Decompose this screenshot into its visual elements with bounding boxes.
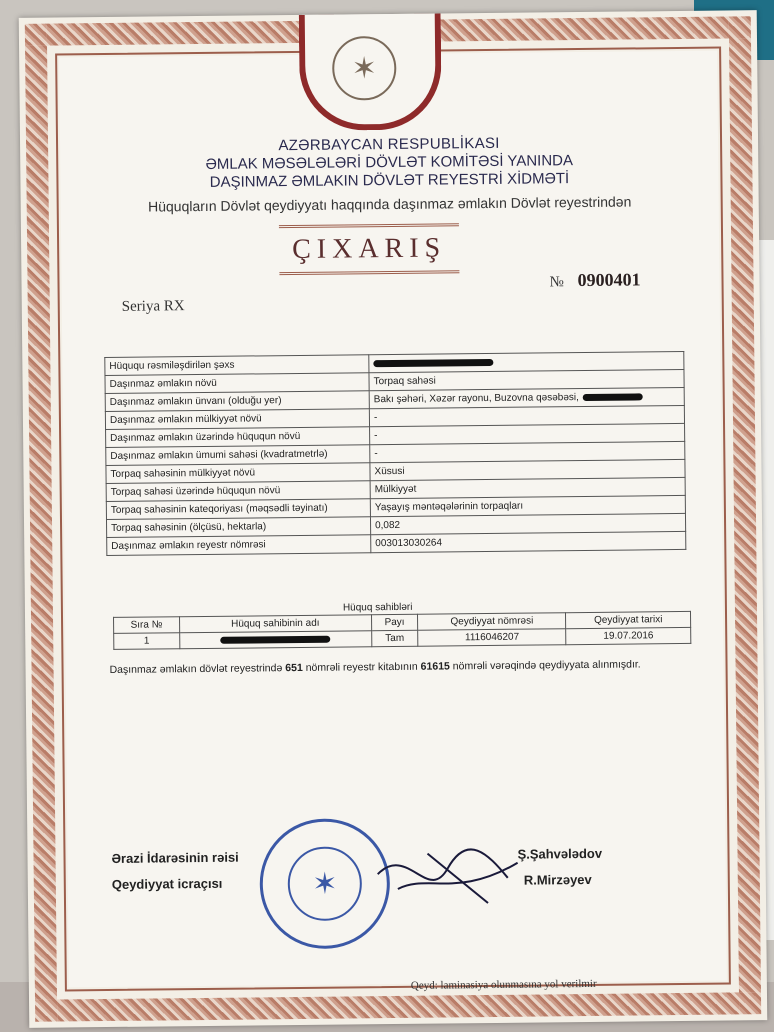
info-value: Bakı şəhəri, Xəzər rayonu, Buzovna qəsəbəsi, [369, 387, 684, 408]
number-label: № [549, 274, 564, 291]
signature-role-1: Ərazi İdarəsinin rəisi [111, 849, 239, 866]
owners-cell: 1 [114, 633, 180, 650]
info-value: Xüsusi [370, 459, 685, 480]
signature-name-1: Ş.Şahvələdov [517, 845, 603, 862]
info-key: Daşınmaz əmlakın ünvanı (olduğu yer) [105, 391, 369, 412]
header-line-2: ƏMLAK MƏSƏLƏLƏRİ DÖVLƏT KOMİTƏSİ YANINDA [205, 152, 574, 173]
registry-note-text-3: nömrəli vərəqində qeydiyyata alınmışdır. [452, 658, 641, 673]
footer-note: Qeyd: laminasiya olunmasına yol verilmir [410, 977, 597, 992]
registry-note-text-2: nömrəli reyestr kitabının [305, 660, 418, 674]
info-value: - [369, 405, 684, 426]
redaction-mark [583, 393, 643, 401]
signature-role-2: Qeydiyyat icraçısı [111, 875, 223, 892]
header-line-3: DAŞINMAZ ƏMLAKIN DÖVLƏT REYESTRİ XİDMƏTİ [209, 170, 570, 191]
owners-cell: 19.07.2016 [566, 627, 691, 644]
document-title: ÇIXARIŞ [279, 223, 460, 275]
owners-header-cell: Hüquq sahibinin adı [179, 615, 371, 633]
owners-cell: 1116046207 [418, 629, 566, 647]
owners-title: Hüquq sahibləri [342, 601, 413, 614]
handwritten-signature [367, 833, 528, 915]
document-number: 0900401 [577, 269, 641, 291]
header-line-1: AZƏRBAYCAN RESPUBLİKASI [278, 134, 500, 155]
info-value: Torpaq sahəsi [369, 369, 684, 390]
info-key: Torpaq sahəsinin kateqoriyası (məqsədli təyinatı) [106, 499, 370, 520]
seal-emblem-icon: ✶ [287, 846, 362, 921]
redaction-mark [220, 636, 330, 644]
info-key: Daşınmaz əmlakın üzərində hüququn növü [106, 427, 370, 448]
info-value: 0,082 [370, 513, 685, 534]
owners-cell: Tam [371, 630, 418, 646]
info-value: - [370, 441, 685, 462]
info-key: Hüququ rəsmiləşdirilən şəxs [105, 355, 369, 376]
owners-header-cell: Payı [371, 614, 418, 630]
registry-book-number: 651 [285, 661, 303, 675]
owners-header-cell: Qeydiyyat tarixi [566, 611, 691, 628]
property-info-table [104, 351, 686, 556]
owners-header-cell: Sıra № [114, 617, 180, 634]
signature-name-2: R.Mirzəyev [523, 871, 592, 888]
info-value: Yaşayış məntəqələrinin torpaqları [370, 495, 685, 516]
owners-table [113, 611, 691, 650]
state-emblem [299, 14, 430, 125]
coat-of-arms-icon: ✶ [332, 36, 397, 101]
redaction-mark [373, 359, 493, 367]
owners-header-cell: Qeydiyyat nömrəsi [418, 613, 566, 631]
info-value: Mülkiyyət [370, 477, 685, 498]
owners-cell [180, 631, 372, 649]
info-key: Torpaq sahəsinin mülkiyyət növü [106, 463, 370, 484]
header-subtitle: Hüquqların Dövlət qeydiyyatı haqqında daşınmaz əmlakın Dövlət reyestrindən [147, 193, 632, 215]
certificate-document [19, 10, 768, 1028]
info-key: Daşınmaz əmlakın mülkiyyət növü [105, 409, 369, 430]
info-key: Daşınmaz əmlakın ümumi sahəsi (kvadratmetrlə) [106, 445, 370, 466]
info-key: Daşınmaz əmlakın reyestr nömrəsi [107, 535, 371, 556]
info-value: - [370, 423, 685, 444]
info-value: 003013030264 [371, 531, 686, 552]
info-key: Torpaq sahəsinin (ölçüsü, hektarla) [106, 517, 370, 538]
info-key: Torpaq sahəsi üzərində hüququn növü [106, 481, 370, 502]
registry-note-text-1: Daşınmaz əmlakın dövlət reyestrində [109, 662, 283, 676]
info-key: Daşınmaz əmlakın növü [105, 373, 369, 394]
series-label: Seriya RX [121, 298, 185, 315]
registry-page-number: 61615 [420, 660, 450, 673]
